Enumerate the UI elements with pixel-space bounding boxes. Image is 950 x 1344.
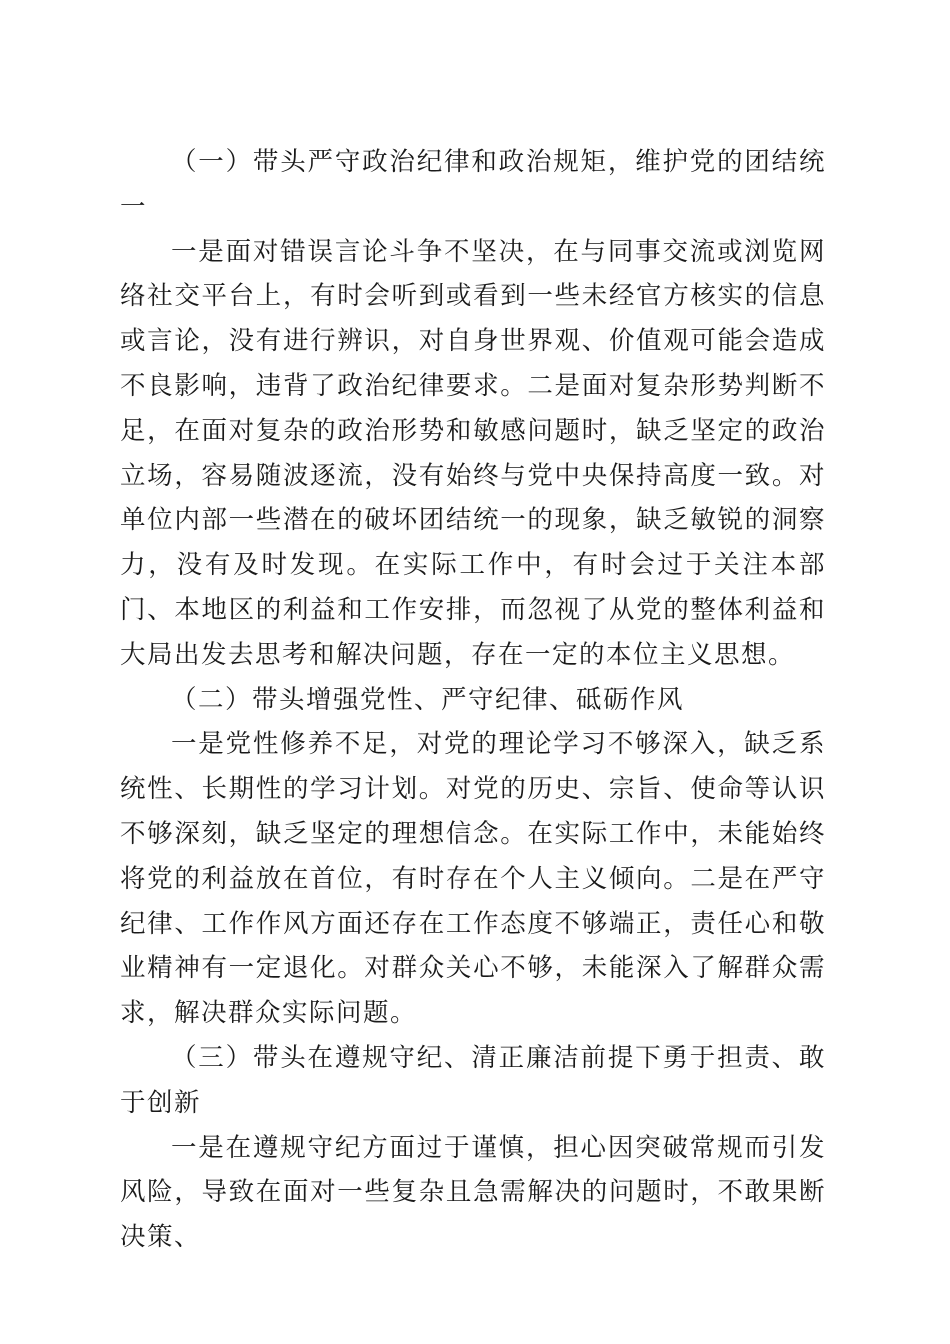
section-paragraph-1: 一是面对错误言论斗争不坚决，在与同事交流或浏览网络社交平台上，有时会听到或看到一些未经官方核实的信息或言论，没有进行辨识，对自身世界观、价值观可能会造成不良影响，违背了政治纪律要求。二是面对复杂形势判断不足，在面对复杂的政治形势和敏感问题时，缺乏坚定的政治立场，容易随波逐流，没有始终与党中央保持高度一致。对单位内部一些潜在的破坏团结统一的现象，缺乏敏锐的洞察力，没有及时发现。在实际工作中，有时会过于关注本部门、本地区的利益和工作安排，而忽视了从党的整体利益和大局出发去思考和解决问题，存在一定的本位主义思想。 — [120, 236, 826, 670]
section-paragraph-3: 一是在遵规守纪方面过于谨慎，担心因突破常规而引发风险，导致在面对一些复杂且急需解决的问题时，不敢果断决策、 — [120, 1132, 826, 1253]
section-paragraph-2: 一是党性修养不足，对党的理论学习不够深入，缺乏系统性、长期性的学习计划。对党的历史、宗旨、使命等认识不够深刻，缺乏坚定的理想信念。在实际工作中，未能始终将党的利益放在首位，有时存在个人主义倾向。二是在严守纪律、工作作风方面还存在工作态度不够端正，责任心和敬业精神有一定退化。对群众关心不够，未能深入了解群众需求，解决群众实际问题。 — [120, 729, 826, 1029]
document-body — [120, 140, 826, 1260]
section-heading-3: （三）带头在遵规守纪、清正廉洁前提下勇于担责、敢于创新 — [120, 1042, 826, 1118]
section-heading-1: （一）带头严守政治纪律和政治规矩，维护党的团结统一 — [120, 147, 826, 222]
section-heading-2: （二）带头增强党性、严守纪律、砥砺作风 — [171, 684, 685, 715]
